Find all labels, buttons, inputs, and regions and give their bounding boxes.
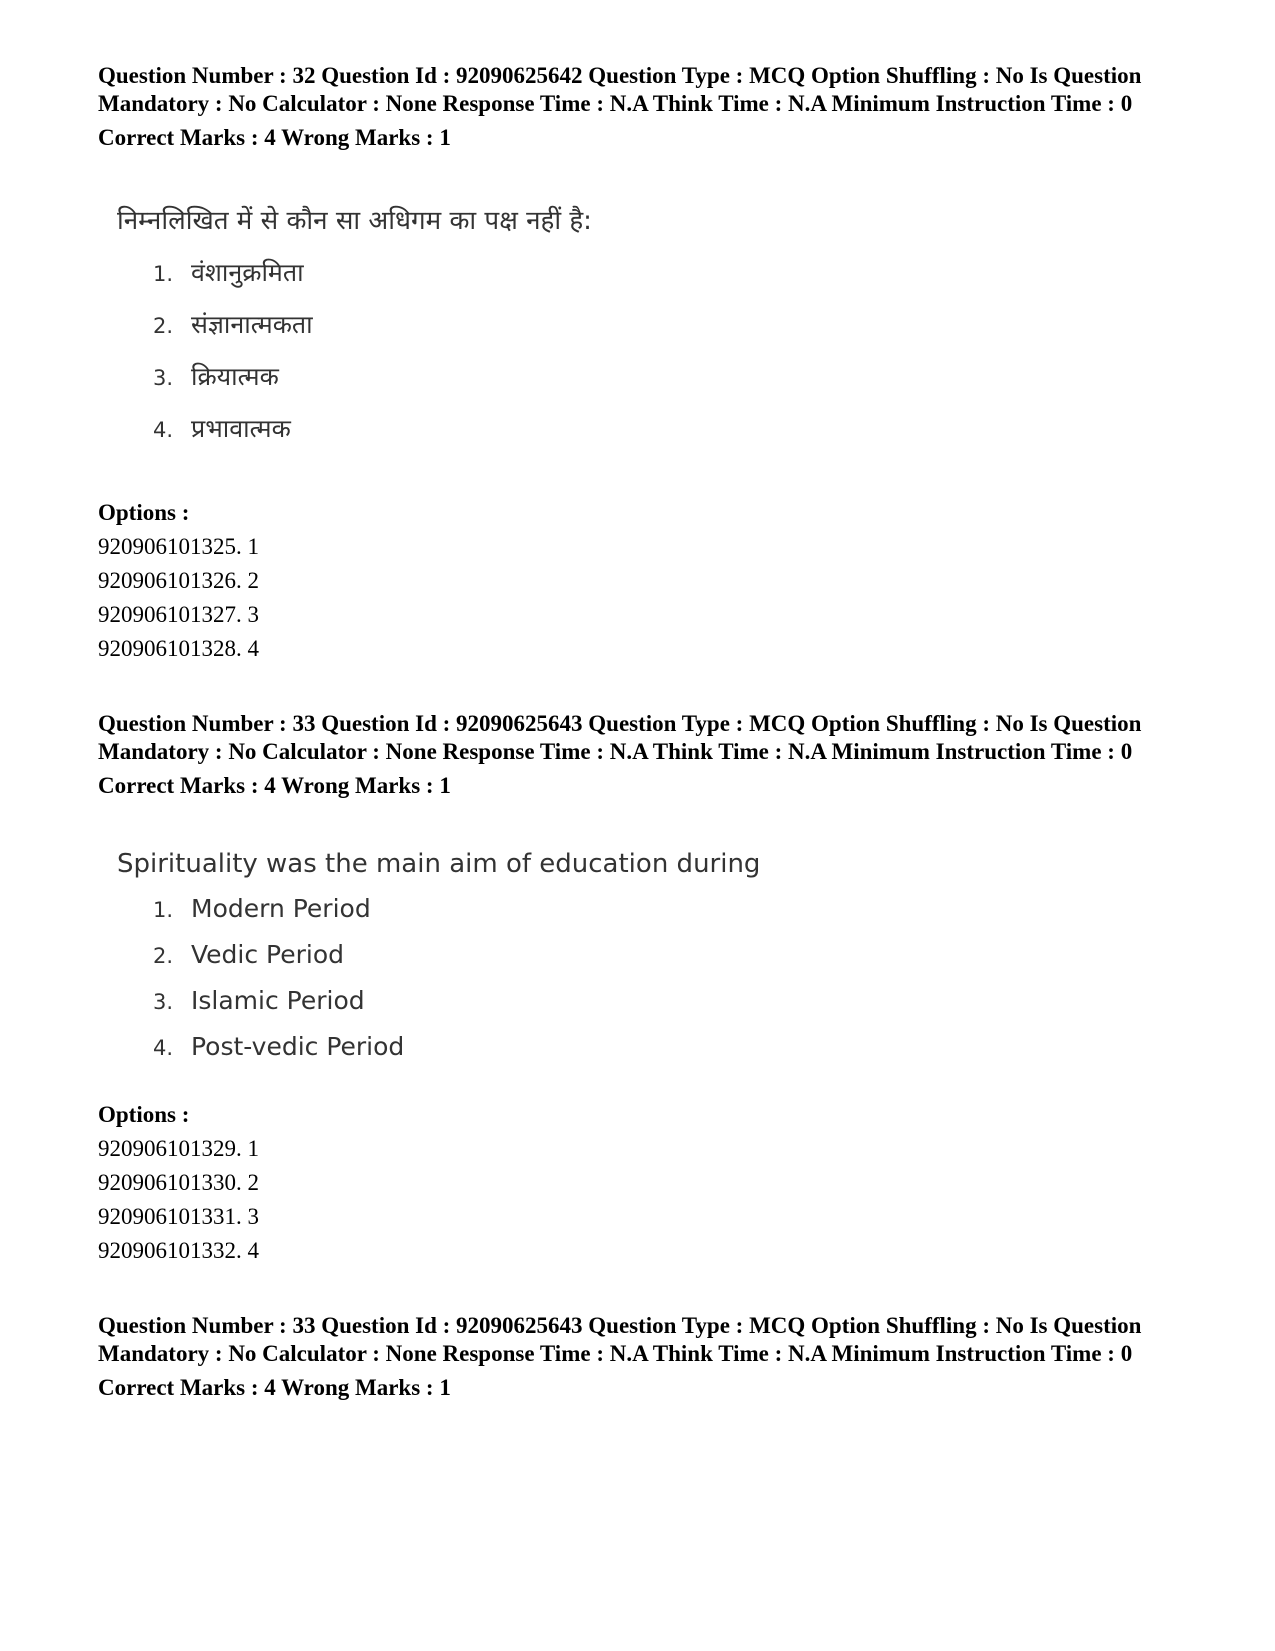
options-label: Options : (98, 1102, 190, 1127)
choice-item: 1. वंशानुक्रमिता (153, 258, 304, 287)
options-section (98, 1098, 259, 1268)
option-item: 920906101325. 1 (98, 534, 259, 559)
question-header (98, 710, 1178, 800)
question-meta: Question Number : 33 Question Id : 92090625643 Question Type : MCQ Option Shuffling : No Is Question Mandatory : No Calculator : None Response Time : N.A Think Time : N.A Minimum Instruction Time : 0 (98, 1313, 1142, 1366)
question-header (98, 1312, 1178, 1402)
choice-list (153, 255, 628, 463)
choice-item: 4. Post-vedic Period (153, 1032, 405, 1061)
question-meta: Question Number : 33 Question Id : 92090625643 Question Type : MCQ Option Shuffling : No Is Question Mandatory : No Calculator : None Response Time : N.A Think Time : N.A Minimum Instruction Time : 0 (98, 711, 1142, 764)
option-item: 920906101327. 3 (98, 602, 259, 627)
question-marks: Correct Marks : 4 Wrong Marks : 1 (98, 125, 451, 150)
question-marks: Correct Marks : 4 Wrong Marks : 1 (98, 1375, 451, 1400)
choice-list (153, 894, 796, 1078)
question-body (117, 205, 592, 463)
option-item: 920906101331. 3 (98, 1204, 259, 1229)
choice-item: 2. Vedic Period (153, 940, 345, 969)
choice-item: 1. Modern Period (153, 894, 371, 923)
option-item: 920906101328. 4 (98, 636, 259, 661)
option-item: 920906101332. 4 (98, 1238, 259, 1263)
options-section (98, 496, 259, 666)
choice-item: 4. प्रभावात्मक (153, 414, 291, 443)
question-meta: Question Number : 32 Question Id : 92090625642 Question Type : MCQ Option Shuffling : No Is Question Mandatory : No Calculator : None Response Time : N.A Think Time : N.A Minimum Instruction Time : 0 (98, 63, 1142, 116)
question-text: निम्नलिखित में से कौन सा अधिगम का पक्ष नहीं है: (117, 206, 592, 236)
options-label: Options : (98, 500, 190, 525)
choice-item: 3. Islamic Period (153, 986, 365, 1015)
choice-item: 2. संज्ञानात्मकता (153, 310, 313, 339)
question-text: Spirituality was the main aim of education during (117, 849, 761, 879)
option-item: 920906101326. 2 (98, 568, 259, 593)
choice-item: 3. क्रियात्मक (153, 362, 279, 391)
question-body (117, 848, 760, 1078)
question-marks: Correct Marks : 4 Wrong Marks : 1 (98, 773, 451, 798)
question-header (98, 62, 1178, 152)
option-item: 920906101330. 2 (98, 1170, 259, 1195)
option-item: 920906101329. 1 (98, 1136, 259, 1161)
